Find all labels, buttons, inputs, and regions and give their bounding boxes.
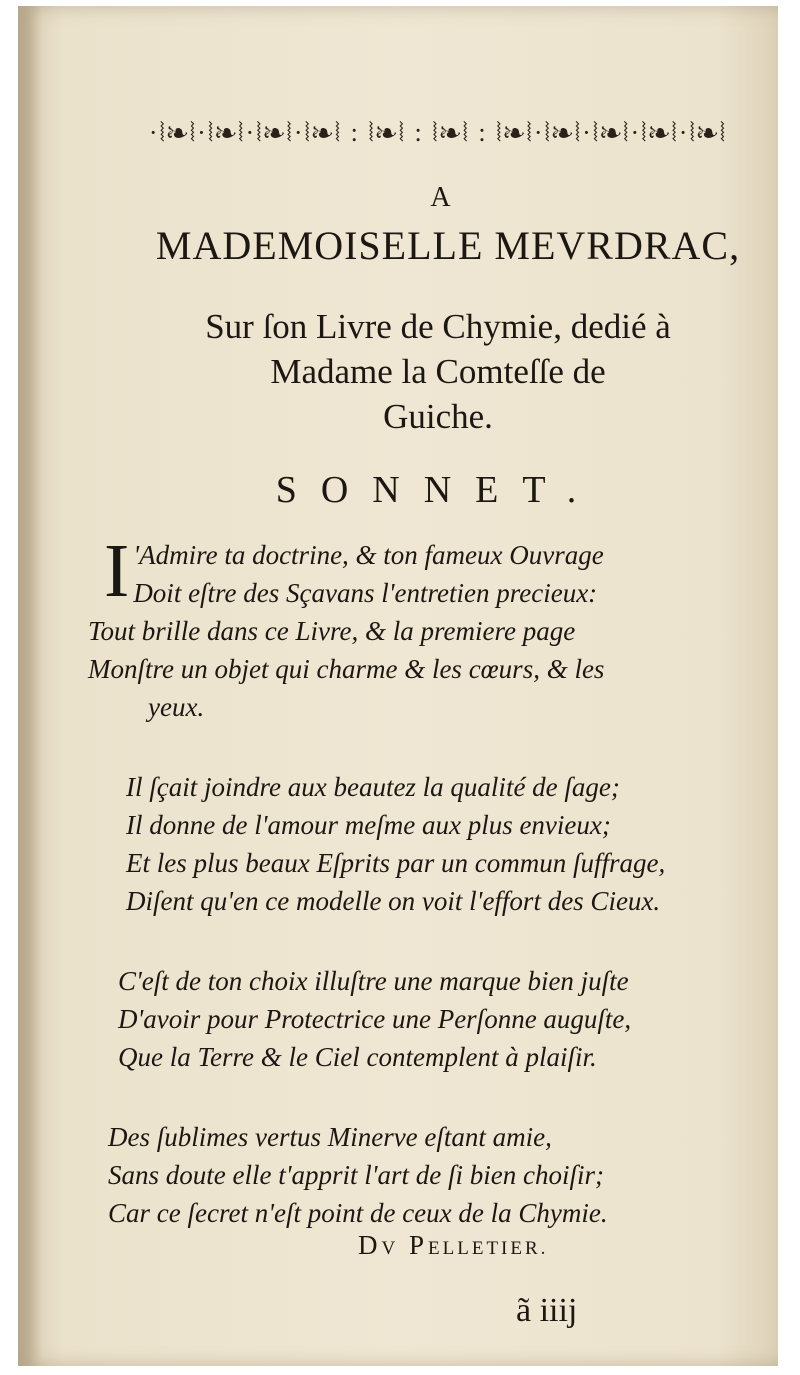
book-page — [18, 6, 778, 1366]
poem-genre-title: SONNET. — [275, 469, 601, 511]
poem-line: Que la Terre & le Ciel contemplent à plaiſir. — [118, 1042, 597, 1072]
poem-line: yeux. — [148, 692, 205, 722]
dedicatee-heading: MADEMOISELLE MEVRDRAC, — [155, 223, 741, 268]
poem-line: 'Admire ta doctrine, & ton fameux Ouvrage — [133, 540, 604, 570]
signature-smallcaps: V — [381, 1238, 399, 1259]
sonnet-body — [88, 529, 748, 1274]
signature-smallcaps: ELLETIER. — [428, 1238, 549, 1259]
poem-line: Tout brille dans ce Livre, & la premiere page — [88, 616, 576, 646]
poem-line: C'eſt de ton choix illuſtre une marque bien juſte — [118, 966, 629, 996]
stanza-3 — [88, 962, 748, 1076]
author-signature — [358, 1230, 548, 1261]
stanza-1 — [88, 529, 748, 726]
dedication-subtitle — [118, 304, 758, 439]
poem-line: Sans doute elle t'apprit l'art de ſi bien choiſir; — [108, 1160, 604, 1190]
poem-line: Car ce ſecret n'eſt point de ceux de la Chymie. — [108, 1198, 608, 1228]
stanza-2 — [88, 768, 748, 920]
signature-initial: P — [408, 1230, 429, 1260]
poem-line: Des ſublimes vertus Minerve eſtant amie, — [108, 1122, 552, 1152]
stanza-4 — [88, 1118, 748, 1232]
poem-line: Il donne de l'amour meſme aux plus envieux; — [126, 810, 611, 840]
ornamental-border: ·⦚❧⦚·⦚❧⦚·⦚❧⦚·⦚❧⦚ : ⦚❧⦚ : ⦚❧⦚ : ⦚❧⦚·⦚❧⦚·⦚❧⦚·⦚❧⦚·⦚❧⦚ — [148, 118, 728, 147]
signature-initial: D — [358, 1230, 382, 1260]
subtitle-line: Sur ſon Livre de Chymie, dedié à — [205, 307, 671, 346]
printer-signature-mark: ã iiij — [516, 1292, 578, 1329]
poem-line: Diſent qu'en ce modelle on voit l'effort des Cieux. — [126, 886, 661, 916]
poem-line: D'avoir pour Protectrice une Perſonne auguſte, — [118, 1004, 632, 1034]
drop-cap: I — [104, 529, 130, 613]
subtitle-line: Madame la Comteſſe de — [270, 352, 606, 391]
dedication-prefix: A — [430, 182, 451, 213]
poem-line: Monſtre un objet qui charme & les cœurs, & les — [88, 654, 605, 684]
poem-line: Il ſçait joindre aux beautez la qualité de ſage; — [126, 772, 620, 802]
poem-line: Doit eſtre des Sçavans l'entretien precieux: — [133, 578, 598, 608]
poem-line: Et les plus beaux Eſprits par un commun ſuffrage, — [126, 848, 666, 878]
subtitle-line: Guiche. — [383, 397, 493, 436]
